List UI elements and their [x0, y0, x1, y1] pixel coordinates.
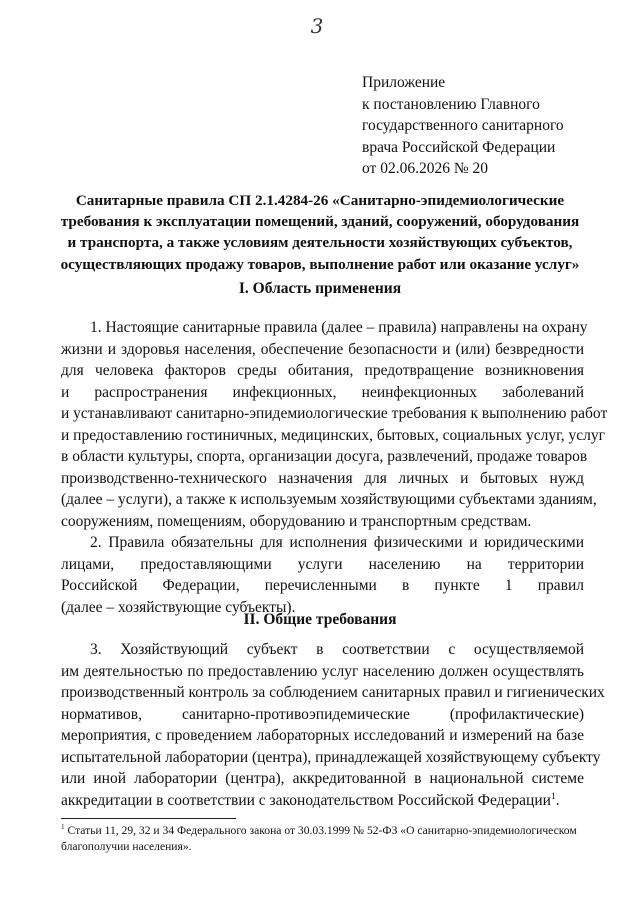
text-line: производственно-технического назначения для личных и бытовых нужд: [61, 469, 584, 487]
paragraph-1: [61, 317, 608, 532]
text-line: им деятельностью по предоставлению услуг населению должен осуществлять: [61, 662, 584, 680]
page-number: 3: [310, 14, 324, 38]
appendix-line: от 02.06.2026 № 20: [362, 160, 488, 177]
footnote-divider: [61, 818, 236, 819]
footnote-text: Статьи 11, 29, 32 и 34 Федерального закона от 30.03.1999 № 52-ФЗ «О санитарно-эпидемиологическом: [64, 824, 577, 837]
appendix-header: [362, 72, 622, 180]
text-line: Российской Федерации, перечисленными в пункте 1 правил: [61, 577, 584, 594]
text-line: (далее – услуги), а также к используемым хозяйствующими субъектами зданиям,: [61, 491, 597, 508]
text-line: в области культуры, спорта, организации досуга, развлечений, продаже товаров: [61, 448, 588, 465]
appendix-line: государственного санитарного: [362, 117, 564, 134]
text-line: и распространения инфекционных, неинфекционных заболеваний: [61, 383, 584, 401]
appendix-line: Приложение: [362, 74, 446, 91]
title-line: требования к эксплуатации помещений, зданий, сооружений, оборудования: [60, 213, 580, 231]
text-line: и устанавливают санитарно-эпидемиологические требования к выполнению работ: [61, 405, 608, 422]
text-line: испытательной лаборатории (центра), принадлежащей хозяйствующему субъекту: [61, 748, 601, 766]
text-line: 2. Правила обязательны для исполнения физическими и юридическими: [90, 534, 584, 551]
title-line: осуществляющих продажу товаров, выполнение работ или оказание услуг»: [60, 255, 580, 273]
footnote: [61, 823, 591, 855]
footnote-mark: 1: [61, 823, 65, 832]
text-line: 3. Хозяйствующий субъект в соответствии с осуществляемой: [90, 641, 584, 658]
footnote-line: [61, 823, 591, 839]
text-fragment: аккредитации в соответствии с законодательством Российской Федерации: [61, 791, 551, 809]
paragraph-3: [61, 639, 605, 811]
title-line: Санитарные правила СП 2.1.4284-26 «Санитарно-эпидемиологические: [75, 192, 565, 209]
footnote-reference[interactable]: 1: [550, 790, 556, 802]
title-line: и транспорта, а также условиям деятельности хозяйствующих субъектов,: [67, 234, 573, 252]
text-line: или иной лаборатории (центра), аккредитованной в национальной системе: [61, 770, 584, 787]
text-line: и предоставлению гостиничных, медицинских, бытовых, социальных услуг, услуг: [61, 426, 605, 444]
appendix-line: врача Российской Федерации: [362, 138, 556, 156]
footnote-line: благополучии населения».: [61, 840, 192, 853]
text-line: (далее – хозяйствующие субъекты).: [61, 598, 296, 616]
text-line: 1. Настоящие санитарные правила (далее – правила) направлены на охрану: [90, 319, 588, 336]
text-line: мероприятия, с проведением лабораторных исследований и измерений на базе: [61, 727, 584, 744]
text-line: производственный контроль за соблюдением санитарных правил и гигиенических: [61, 684, 605, 701]
paragraph-2: [61, 532, 584, 618]
text-line: для человека факторов среды обитания, предотвращение возникновения: [61, 362, 584, 379]
text-fragment: .: [555, 791, 560, 809]
appendix-line: к постановлению Главного: [362, 95, 540, 113]
text-line: нормативов, санитарно-противоэпидемические (профилактические): [61, 705, 584, 723]
section-heading-general: II. Общие требования: [243, 611, 397, 628]
section-heading-scope: I. Область применения: [238, 280, 402, 297]
text-line: [61, 790, 584, 812]
text-line: лицами, предоставляющими услуги населению на территории: [61, 555, 584, 573]
text-line: сооружениям, помещениям, оборудованию и транспортным средствам.: [61, 512, 532, 530]
text-line: жизни и здоровья населения, обеспечение безопасности и (или) безвредности: [61, 340, 584, 358]
document-title: [56, 190, 584, 275]
